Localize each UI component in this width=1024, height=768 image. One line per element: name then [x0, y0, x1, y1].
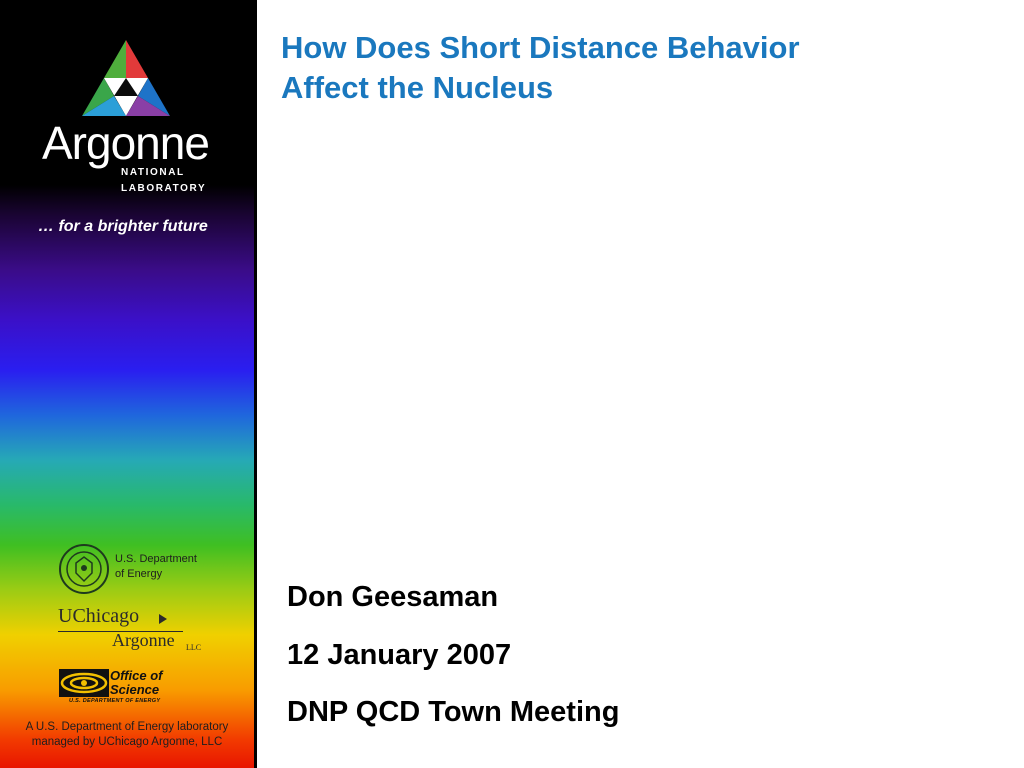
argonne-laboratory: LABORATORY: [121, 183, 207, 194]
author-name: Don Geesaman: [287, 581, 499, 613]
office-of-science-line2: Science: [110, 682, 160, 697]
slide-title: [281, 28, 981, 108]
doe-label-line1: U.S. Department: [115, 553, 197, 565]
argonne-national: NATIONAL: [121, 167, 185, 178]
play-arrow-icon: [159, 614, 167, 624]
uchicago-llc: LLC: [186, 643, 202, 652]
event-name: DNP QCD Town Meeting: [287, 696, 620, 728]
doe-label: [115, 552, 197, 582]
sidebar-footer: [14, 720, 240, 750]
office-of-science-sub: U.S. DEPARTMENT OF ENERGY: [69, 698, 161, 704]
doe-label-line2: of Energy: [115, 568, 163, 580]
footer-line1: A U.S. Department of Energy laboratory: [25, 721, 229, 733]
slide-title-line2: Affect the Nucleus: [281, 70, 554, 105]
office-of-science-title: [110, 669, 163, 697]
uchicago-argonne: Argonne: [112, 630, 175, 650]
footer-line2: managed by UChicago Argonne, LLC: [31, 736, 223, 748]
uchicago-wordmark: UChicago: [58, 605, 140, 627]
argonne-logo-icon: [80, 38, 172, 120]
tagline: … for a brighter future: [38, 218, 208, 235]
presentation-date: 12 January 2007: [287, 639, 512, 671]
sidebar-panel: [0, 0, 254, 768]
office-of-science-icon: [58, 668, 110, 698]
office-of-science-line1: Office of: [110, 668, 163, 683]
slide-title-line1: How Does Short Distance Behavior: [281, 30, 800, 65]
doe-seal-icon: [58, 543, 110, 595]
argonne-wordmark: Argonne: [42, 117, 209, 169]
sidebar-divider: [254, 0, 257, 768]
